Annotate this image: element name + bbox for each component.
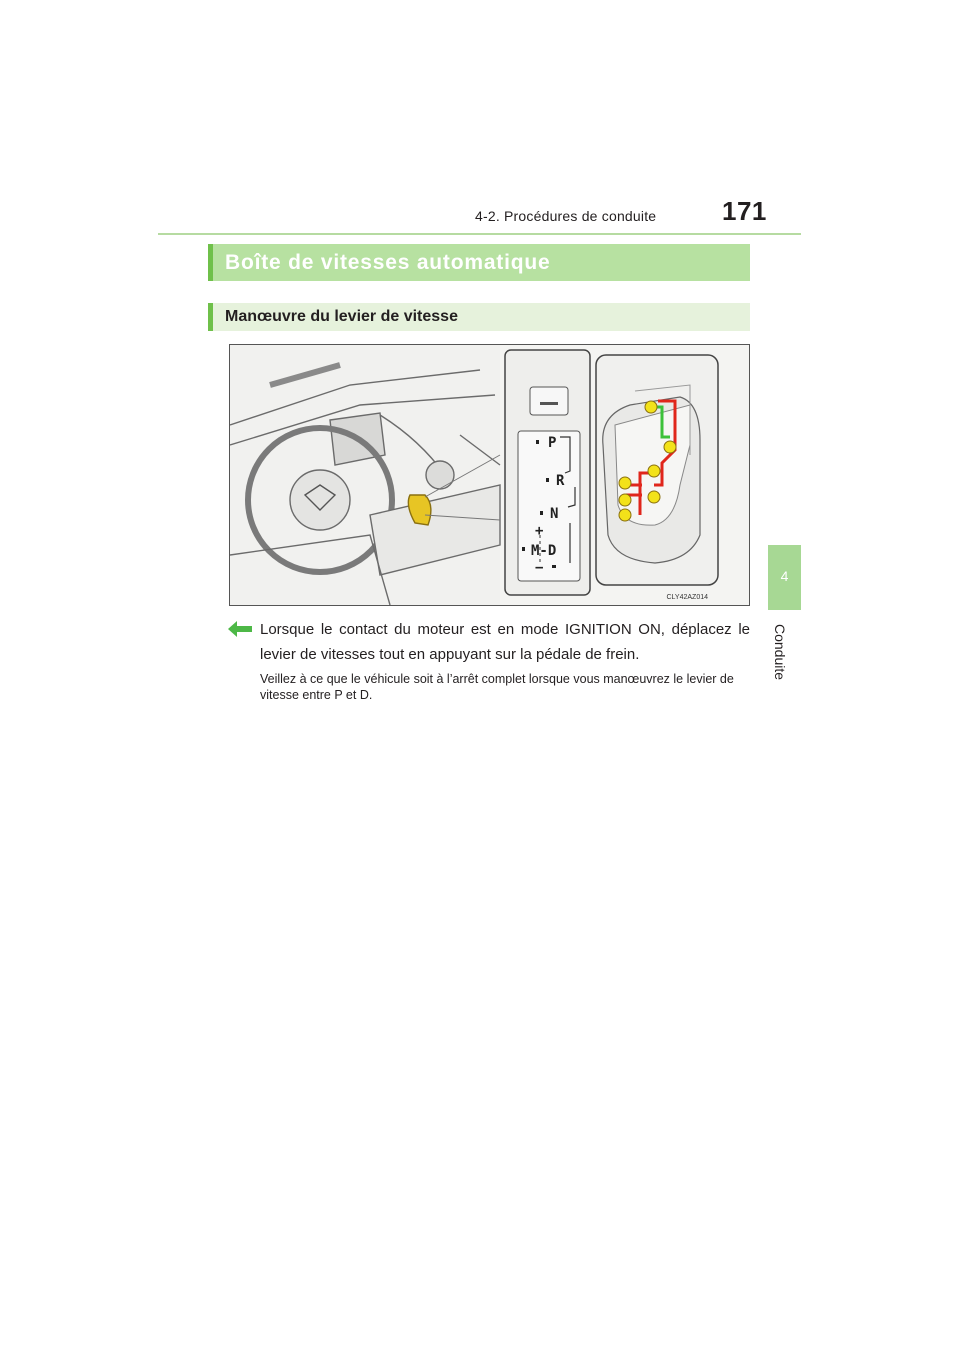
- instruction-text: Lorsque le contact du moteur est en mode IGNITION ON, déplacez le levier de vitesses tout en appuyant sur la pédale de frein.: [260, 621, 750, 663]
- gate-label-plus: +: [535, 523, 544, 539]
- left-arrow-icon: [228, 620, 252, 638]
- shift-lever-figure: [229, 344, 750, 606]
- gate-panel: [505, 350, 590, 595]
- chapter-number: 4: [780, 568, 789, 584]
- note-text: Veillez à ce que le véhicule soit à l’arrêt complet lorsque vous manœuvrez le levier de vitesse entre P et D.: [260, 672, 734, 702]
- gate-label-md: M-D: [531, 543, 557, 559]
- header-section-title: 4-2. Procédures de conduite: [475, 208, 657, 224]
- gate-label-minus: −: [535, 560, 544, 576]
- gate-label-r: R: [556, 473, 565, 489]
- header-rule: [158, 233, 801, 235]
- chapter-label: Conduite: [772, 624, 788, 681]
- page-number: 171: [722, 196, 767, 226]
- gate-label-p: P: [548, 435, 557, 451]
- chapter-tab: [768, 545, 801, 610]
- section-title: Boîte de vitesses automatique: [208, 244, 750, 281]
- shift-knob-detail: [596, 355, 718, 585]
- figure-code: CLY42AZ014: [666, 594, 708, 601]
- subsection-title: Manœuvre du levier de vitesse: [208, 303, 750, 331]
- car-interior-illustration: [230, 345, 500, 605]
- gate-label-n: N: [550, 506, 559, 522]
